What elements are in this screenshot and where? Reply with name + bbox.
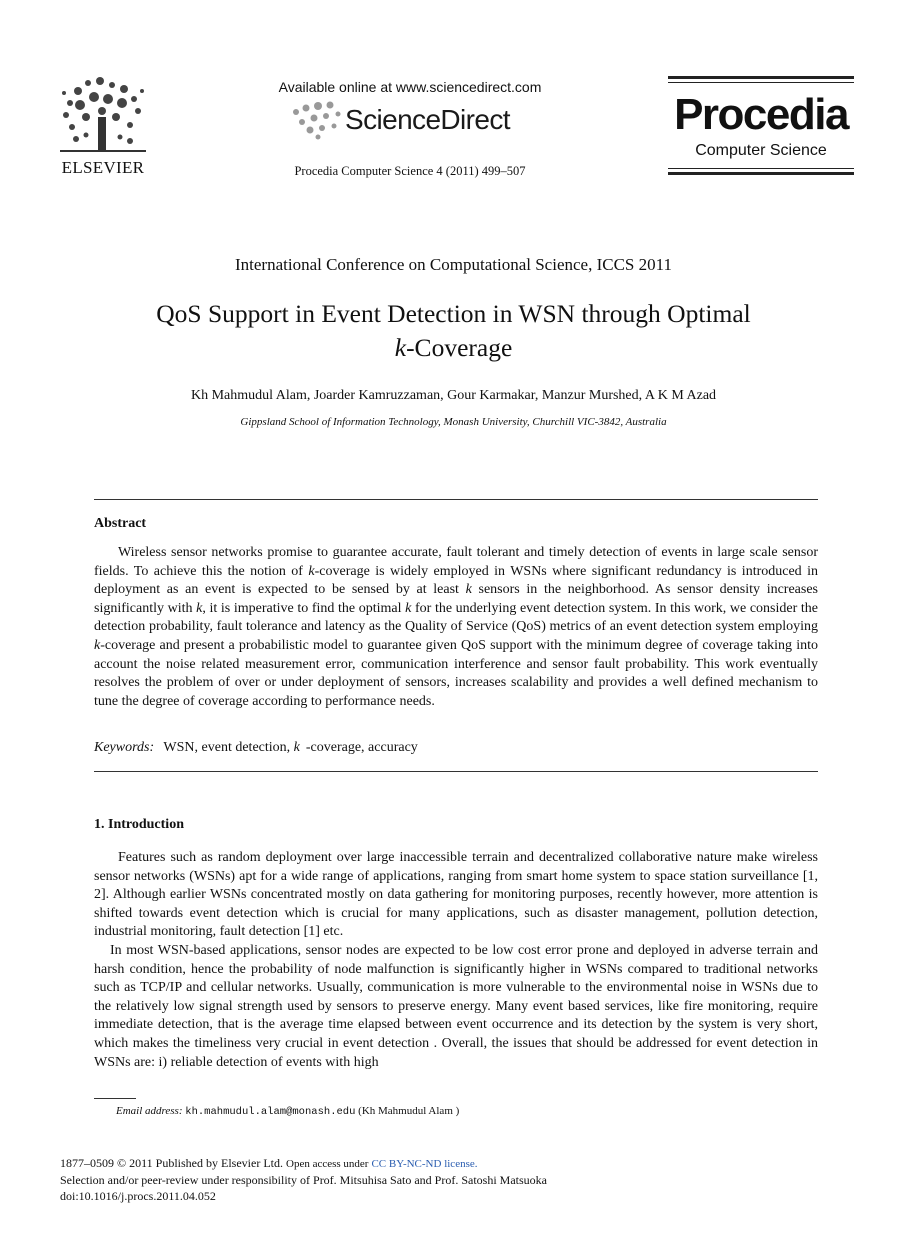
procedia-logo bbox=[668, 76, 854, 176]
procedia-top-rule bbox=[668, 76, 854, 79]
author-email[interactable]: kh.mahmudul.alam@monash.edu bbox=[185, 1106, 356, 1118]
abstract-bottom-rule bbox=[94, 771, 818, 772]
title-k: k bbox=[394, 333, 407, 362]
abstract-text bbox=[94, 544, 818, 711]
k-symbol: k bbox=[94, 637, 101, 653]
affiliation: Gippsland School of Information Technology, Monash University, Churchill VIC-3842, Australia bbox=[240, 416, 667, 428]
elsevier-logo bbox=[50, 73, 156, 181]
available-online-text: Available online at www.sciencedirect.com bbox=[278, 79, 542, 95]
title-line-1: QoS Support in Event Detection in WSN through Optimal bbox=[156, 299, 751, 328]
footnote bbox=[116, 1105, 459, 1118]
sciencedirect-dots-icon bbox=[290, 100, 348, 140]
paper-title bbox=[0, 297, 907, 365]
footnote-rule bbox=[94, 1098, 136, 1099]
journal-reference: Procedia Computer Science 4 (2011) 499–507 bbox=[294, 164, 526, 178]
abstract-seg: , it is imperative to find the optimal bbox=[202, 600, 406, 616]
procedia-name: Procedia bbox=[674, 90, 848, 139]
title-line-2: -Coverage bbox=[406, 333, 513, 362]
k-symbol: k bbox=[465, 582, 472, 598]
keywords-text: WSN, event detection, bbox=[163, 740, 294, 755]
conference-name: International Conference on Computational Science, ICCS 2011 bbox=[234, 255, 672, 274]
intro-paragraph-1: Features such as random deployment over large inaccessible terrain and decentralized collaborative nature make wireless sensor networks (WSNs) apt for a wide range of applications, ranging from smart home system to space station surveillance [1, 2]. Although earlier WSNs concentrated mostly on data gathering for monitoring purposes, recently however, more attention is shifted towards event detection which is crucial for many applications, such as disaster management, pollution detection, industrial monitoring, fault detection [1] etc. bbox=[94, 850, 818, 940]
sciencedirect-wordmark: ScienceDirect bbox=[345, 104, 510, 135]
keywords bbox=[94, 740, 418, 756]
elsevier-tree-icon bbox=[50, 73, 156, 157]
abstract-seg: for the underlying event detection system. In this work, we consider the detection probability, fault tolerance and latency as the Quality of Service (QoS) metrics of an event detection system employing bbox=[94, 600, 818, 635]
abstract-seg: sensors in the neighborhood. As sensor density increases significantly with bbox=[94, 582, 818, 616]
doi-line: doi:10.1016/j.procs.2011.04.052 bbox=[60, 1189, 216, 1203]
elsevier-wordmark: ELSEVIER bbox=[61, 158, 145, 177]
sciencedirect-logo bbox=[290, 100, 540, 142]
abstract-seg: Wireless sensor networks promise to guarantee accurate, fault tolerant and timely detection of events in large scale sensor fields. To achieve this the notion of bbox=[94, 545, 818, 579]
open-access-text: Open access under bbox=[286, 1158, 369, 1170]
procedia-bottom-rule-thin bbox=[668, 168, 854, 169]
procedia-subtitle: Computer Science bbox=[695, 142, 827, 159]
introduction-text bbox=[94, 849, 818, 1072]
abstract-seg: -coverage and present a probabilistic model to guarantee given QoS support with the minimum degree of coverage taking into account the noise related measurement error, communication interference and sensor fault probability. This work eventually resolves the problem of over or under deployment of sensors, increases scalability and provides a well defined mechanism to tune the degree of coverage according to performance needs. bbox=[94, 637, 818, 709]
copyright-line: 1877–0509 © 2011 Published by Elsevier Ltd. bbox=[60, 1156, 283, 1170]
publication-info bbox=[60, 1155, 547, 1204]
intro-paragraph-2: In most WSN-based applications, sensor nodes are expected to be low cost error prone and deployed in adverse terrain and harsh condition, hence the probability of node malfunction is significantly higher in WSNs compared to traditional networks such as TCP/IP and cellular networks. Usually, communication is more vulnerable to the environmental noise in WSNs due to the relatively low signal strength used by sensors to preserve energy. Many event based services, like fire monitoring, require immediate detection, that is the average time elapsed between event occurrence and its detection by the system is very short, which makes the timeliness very crucial in event detection . Overall, the issues that should be addressed for event detection in WSNs are: i) reliable detection of events with high bbox=[94, 942, 818, 1070]
license-link[interactable]: CC BY-NC-ND license. bbox=[371, 1158, 478, 1170]
author-list: Kh Mahmudul Alam, Joarder Kamruzzaman, Gour Karmakar, Manzur Murshed, A K M Azad bbox=[190, 388, 717, 403]
abstract-seg: -coverage is widely employed in WSNs where significant redundancy is introduced in deployment as an event is expected to be sensed by at least bbox=[94, 563, 818, 598]
keywords-text: -coverage, accuracy bbox=[305, 740, 418, 755]
abstract-heading: Abstract bbox=[94, 516, 147, 531]
footnote-label: Email address: bbox=[116, 1105, 183, 1117]
peer-review-line: Selection and/or peer-review under responsibility of Prof. Mitsuhisa Sato and Prof. Satoshi Matsuoka bbox=[60, 1173, 548, 1187]
abstract-top-rule bbox=[94, 499, 818, 500]
k-symbol: k bbox=[405, 600, 412, 616]
footnote-name: (Kh Mahmudul Alam ) bbox=[358, 1105, 460, 1117]
procedia-bottom-rule bbox=[668, 172, 854, 175]
k-symbol: k bbox=[196, 600, 203, 616]
keywords-label: Keywords: bbox=[94, 740, 155, 755]
procedia-top-rule-thin bbox=[668, 82, 854, 83]
k-symbol: k bbox=[293, 740, 300, 755]
k-symbol: k bbox=[308, 563, 315, 579]
introduction-heading: 1. Introduction bbox=[94, 817, 184, 832]
